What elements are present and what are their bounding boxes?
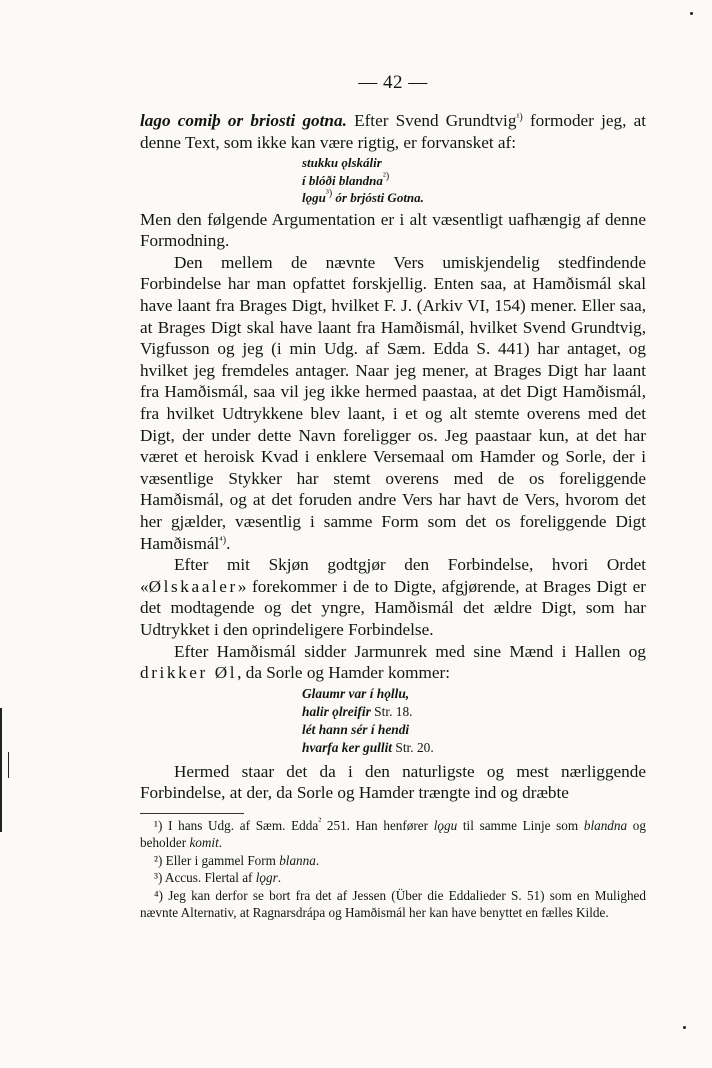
verse-line: lǫgu$^{^3)}$ ór brjósti Gotna. bbox=[302, 188, 424, 206]
paragraph-2: Men den følgende Argumentation er i alt væsentligt uafhængig af denne Formodning. bbox=[140, 209, 646, 251]
verse-line: stukku ǫlskálir bbox=[302, 155, 382, 171]
book-page bbox=[140, 72, 646, 921]
verse-block-2 bbox=[302, 685, 646, 757]
verse-block-1 bbox=[302, 154, 646, 207]
verse-line: hvarfa ker gullit Str. 20. bbox=[302, 739, 434, 755]
page-edge-mark-small bbox=[8, 752, 9, 778]
spaced-word: Ølskaaler bbox=[148, 576, 238, 596]
page-number: — 42 — bbox=[358, 72, 428, 93]
paragraph-5: Efter Hamðismál sidder Jarmunrek med sine Mænd i Hallen og drikker Øl, da Sorle og Hamder kommer: bbox=[140, 641, 646, 683]
stanza-reference: Str. 20. bbox=[392, 739, 434, 755]
footnote-ref-3: ³) bbox=[325, 188, 333, 200]
verse-line: í blóði blandna$^{^2)}$ bbox=[302, 170, 390, 188]
footnote-ref-1: ¹) bbox=[516, 112, 523, 123]
footnote-divider bbox=[140, 813, 244, 814]
verse-line: lét hann sér í hendi bbox=[302, 721, 410, 737]
footnote-2: ²) Eller i gammel Form blanna. bbox=[154, 852, 320, 868]
paragraph-1: lago comiþ or briosti gotna. Efter Svend Grundtvig$^{^1)}$ formoder jeg, at denne Text, som ikke kan være rigtig, er forvansket af: bbox=[140, 111, 646, 152]
page-edge-mark bbox=[0, 708, 2, 832]
footnote-ref-2: ²) bbox=[382, 170, 390, 182]
paragraph-6: Hermed staar det da i den naturligste og mest nærliggende Forbindelse, at der, da Sorle og Hamder trængte ind og dræbte bbox=[140, 761, 646, 803]
footnote-1: ¹) I hans Udg. af Sæm. Edda$^{^2}$ 251. Han henfører lǫgu til samme Linje som blandna og beholder komit. bbox=[140, 815, 646, 851]
page-speck-top bbox=[690, 12, 693, 15]
paragraph-4: Efter mit Skjøn godtgjør den Forbindelse, hvori Ordet «Ølskaaler» forekommer i de to Digte, afgjørende, at Brages Digt er det modtagende og det yngre, Hamðismál det ældre Digt, som har Udtrykket i den oprindeligere Forbindelse. bbox=[140, 555, 646, 639]
verse-line: halir ǫlreifir Str. 18. bbox=[302, 703, 413, 719]
page-speck-bottom bbox=[683, 1026, 686, 1029]
quoted-verse-inline: lago comiþ or briosti gotna. bbox=[140, 111, 347, 130]
spaced-word: drikker Øl bbox=[140, 663, 238, 683]
verse-line: Glaumr var í hǫllu, bbox=[302, 685, 410, 701]
footnote-3: ³) Accus. Flertal af lǫgr. bbox=[154, 870, 282, 886]
paragraph-3: Den mellem de nævnte Vers umiskjendelig stedfindende Forbindelse har man opfattet forskjellig. Enten saa, at Hamðismál skal have laant fra Brages Digt, hvilket F. J. (Arkiv VI, 154) mener. Eller saa, at Brages Digt skal have laant fra Hamðismál, hvilket Svend Grundtvig, Vigfusson og jeg (i min Udg. af Sæm. Edda S. 441) har antaget, og hvilket jeg fremdeles antager. Naar jeg mener, at Brages Digt har laant fra Hamðismál, saa vil jeg ikke hermed paastaa, at det Digt Hamðismál, fra hvilket Udtrykkene blev laant, i et og alt stemte overens med det Digt, der under dette Navn foreligger os. Jeg paastaar kun, at det har været et heroisk Kvad i enklere Versemaal om Hamder og Sorle, der i væsentlige Stykker har stemt overens med de os foreliggende Hamðismál, og at det foruden andre Vers har havt de Vers, hvorom det her gjælder, væsentlig i samme Form som det os foreliggende Digt Hamðismál$^{^4)}$. bbox=[140, 252, 646, 553]
footnote-ref-4: ⁴) bbox=[219, 534, 227, 546]
stanza-reference: Str. 18. bbox=[370, 703, 413, 719]
footnote-4: ⁴) Jeg kan derfor se bort fra det af Jessen (Über die Eddalieder S. 51) som en Mulighed nævnte Alternativ, at Ragnarsdrápa og Hamðismál her kan have benyttet en fælles Kilde. bbox=[140, 887, 646, 920]
